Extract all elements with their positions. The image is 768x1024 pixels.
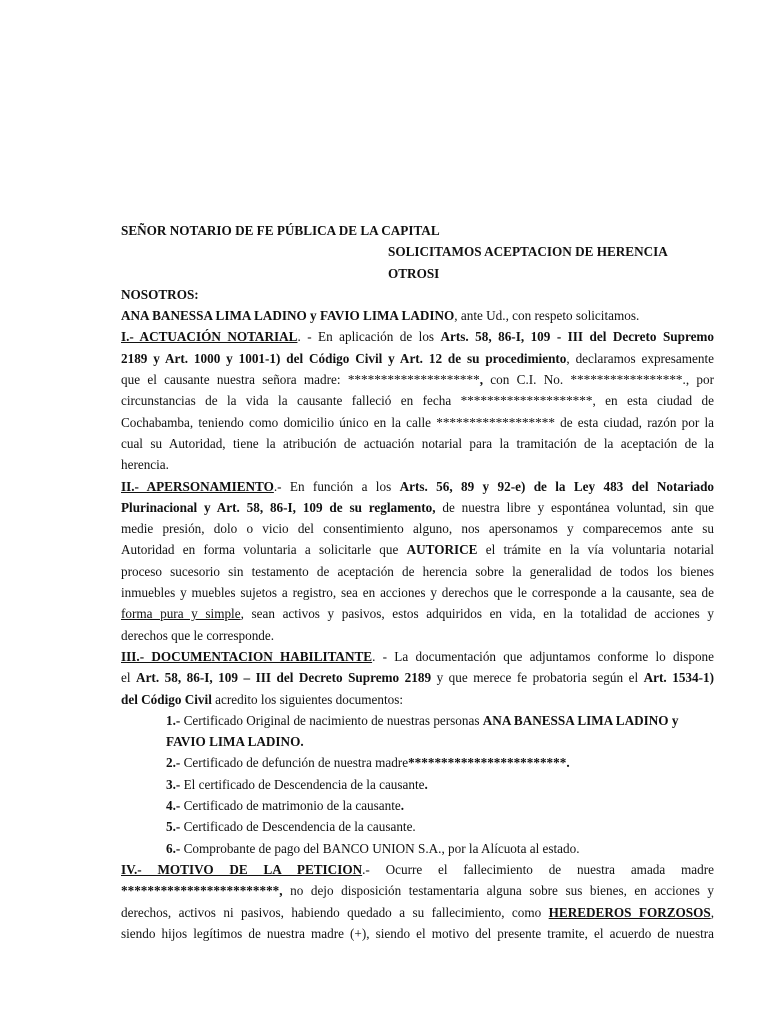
section-2-line-6: inmuebles y muebles sujetos a registro, sea en acciones y derechos que le corresponde a la causante, sea de [121, 585, 714, 601]
text-run: 2189 y Art. 1000 y 1001-1) del Código Civil y Art. 12 de su procedimiento [121, 350, 567, 366]
text-run: y que merece fe probatoria según el [431, 670, 644, 686]
text-run: AUTORICE [406, 542, 478, 558]
list-number: 6.- [166, 840, 181, 856]
text-run: con C.I. No. *****************., por [483, 372, 714, 388]
section-2-line-2 [121, 497, 714, 518]
text-run: derechos, activos ni pasivos, habiendo quedado a su fallecimiento, como [121, 904, 549, 920]
text-run: del Código Civil [121, 691, 212, 707]
text-run: , [710, 904, 715, 920]
list-item-5 [121, 816, 714, 837]
text-run: , declaramos expresamente [566, 350, 714, 366]
text-run: Certificado de defunción de nuestra madre [180, 755, 409, 771]
section-1-line-2 [121, 348, 714, 369]
text-run: forma pura y simple [121, 606, 241, 622]
section-4-title: IV.- MOTIVO DE LA PETICION [121, 861, 363, 877]
section-2-line-1 [121, 476, 714, 497]
section-3-line-1 [121, 646, 714, 667]
list-number: 2.- [166, 755, 181, 771]
list-item-1-cont: FAVIO LIMA LADINO. [166, 734, 304, 750]
subject-line-1: SOLICITAMOS ACEPTACION DE HERENCIA [388, 244, 668, 260]
section-3-line-2 [121, 667, 714, 688]
section-2-line-4 [121, 539, 714, 560]
nosotros-label: NOSOTROS: [121, 286, 199, 302]
text-run: El certificado de Descendencia de la causante [180, 776, 425, 792]
text-run: ANA BANESSA LIMA LADINO y [482, 712, 679, 728]
text-run: , sean activos y pasivos, estos adquiridos en vida, en la totalidad de acciones y [240, 606, 714, 622]
section-1-line-3 [121, 369, 714, 390]
section-1-title: I.- ACTUACIÓN NOTARIAL [121, 329, 298, 345]
list-item-2 [121, 752, 714, 773]
text-run: .- Ocurre el fallecimiento de nuestra amada madre [362, 861, 714, 877]
section-2-line-8: derechos que le corresponde. [121, 627, 275, 643]
section-1-line-5: Cochabamba, teniendo como domicilio único en la calle ****************** de esta ciudad, razón por la [121, 414, 714, 430]
text-run: Art. 58, 86-I, 109 – III del Decreto Supremo 2189 [136, 670, 432, 686]
text-run: . [400, 798, 405, 814]
section-2-line-5: proceso sucesorio sin testamento de aceptación de herencia sobre la generalidad de todos los bienes [121, 563, 714, 579]
section-3-line-3 [121, 689, 714, 710]
text-run: acredito los siguientes documentos: [211, 691, 404, 707]
list-item-1 [121, 710, 714, 731]
section-4-line-4: siendo hijos legítimos de nuestra madre (+), siendo el motivo del presente tramite, el acuerdo de nuestra [121, 925, 714, 941]
text-run: ************************, [121, 883, 283, 899]
text-run: el trámite en la vía voluntaria notarial [477, 542, 715, 558]
list-item-6 [121, 838, 714, 859]
text-run: Comprobante de pago del BANCO UNION S.A., por la Alícuota al estado. [180, 840, 580, 856]
text-run: ************************. [408, 755, 570, 771]
list-item-3 [121, 774, 714, 795]
text-run: , [479, 372, 484, 388]
herederos-forzosos: HEREDEROS FORZOSOS [548, 904, 711, 920]
section-4-line-3 [121, 902, 714, 923]
section-4-line-2 [121, 880, 714, 901]
text-run: Arts. 58, 86-I, 109 - III del Decreto Supremo [440, 329, 714, 345]
text-run: Autoridad en forma voluntaria a solicitarle que [121, 542, 407, 558]
text-run: Arts. 56, 89 y 92-e) de la Ley 483 del Notariado [399, 478, 715, 494]
list-number: 1.- [166, 712, 181, 728]
intro-line [121, 305, 714, 326]
text-run: no dejo disposición testamentaria alguna sobre sus bienes, en acciones y [282, 883, 714, 899]
text-run: de nuestra libre y espontánea voluntad, sin que [435, 499, 714, 515]
subject-line-2: OTROSI [388, 265, 440, 281]
list-number: 4.- [166, 798, 181, 814]
section-2-title: II.- APERSONAMIENTO [121, 478, 274, 494]
section-1-line-1 [121, 326, 714, 347]
text-run: .- En función a los [273, 478, 400, 494]
document-body [121, 220, 714, 944]
petitioner-names: ANA BANESSA LIMA LADINO y FAVIO LIMA LADINO [121, 308, 455, 324]
section-1-line-6: cual su Autoridad, tiene la atribución de actuación notarial para la tramitación de la aceptación de la [121, 435, 714, 451]
text-run: Art. 1534-1) [643, 670, 714, 686]
text-run: que el causante nuestra señora madre: ******************** [121, 372, 480, 388]
text-run: Plurinacional y Art. 58, 86-I, 109 de su reglamento, [121, 499, 436, 515]
list-item-4 [121, 795, 714, 816]
intro-rest: , ante Ud., con respeto solicitamos. [454, 308, 640, 324]
text-run: el [121, 670, 137, 686]
text-run: Certificado Original de nacimiento de nuestras personas [180, 712, 483, 728]
section-1-line-4: circunstancias de la vida la causante falleció en fecha ********************, en esta ciudad de [121, 393, 714, 409]
section-2-line-7 [121, 603, 714, 624]
addressee: SEÑOR NOTARIO DE FE PÚBLICA DE LA CAPITAL [121, 223, 440, 238]
text-run: Certificado de matrimonio de la causante [180, 798, 401, 814]
text-run: Certificado de Descendencia de la causante. [180, 819, 416, 835]
text-run: . [424, 776, 428, 792]
section-1-line-7: herencia. [121, 457, 169, 473]
section-2-line-3: medie presión, dolo o vicio del consentimiento alguno, nos apersonamos y comparecemos ante su [121, 521, 714, 537]
list-number: 3.- [166, 776, 181, 792]
text-run: . - En aplicación de los [297, 329, 441, 345]
section-4-line-1 [121, 859, 714, 880]
section-3-title: III.- DOCUMENTACION HABILITANTE [121, 648, 373, 664]
list-number: 5.- [166, 819, 181, 835]
text-run: . - La documentación que adjuntamos conforme lo dispone [372, 648, 714, 664]
